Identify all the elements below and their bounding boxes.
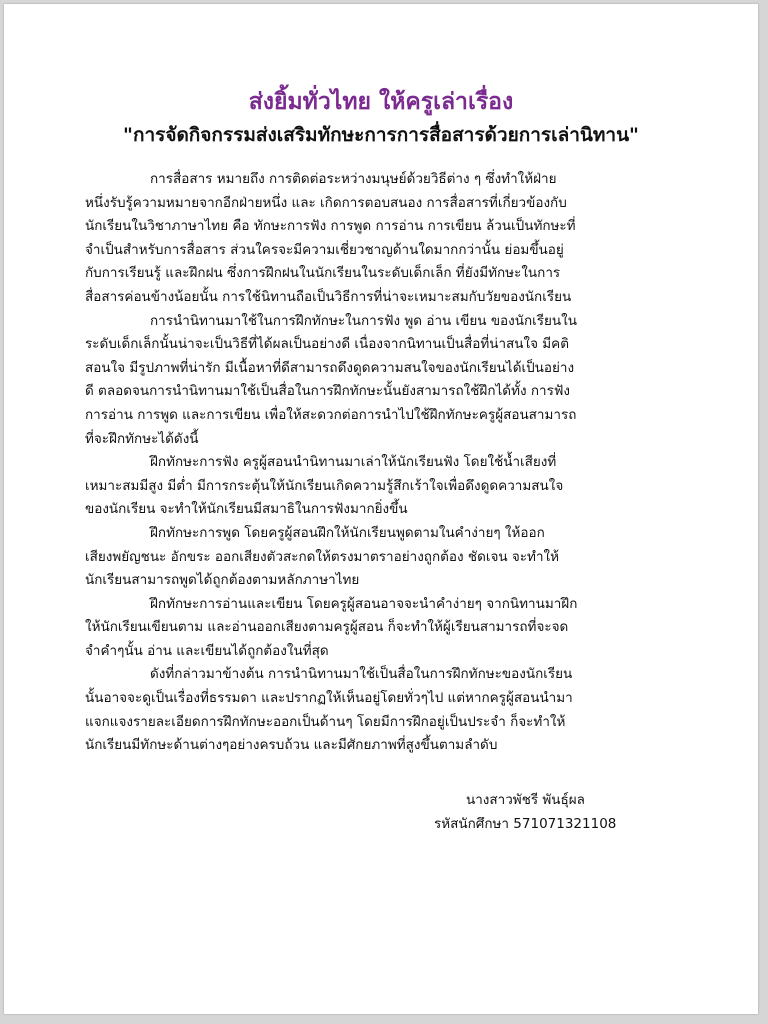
text-line: ที่จะฝึกทักษะได้ดังนี้ [85,430,199,447]
document-body [85,168,691,758]
text-line: แจกแจงรายละเอียดการฝึกทักษะออกเป็นด้านๆ โดยมีการฝึกอยู่เป็นประจำ ก็จะทำให้ [85,713,566,730]
text-line: ระดับเด็กเล็กนั้นน่าจะเป็นวิธีที่ได้ผลเป็นอย่างดี เนื่องจากนิทานเป็นสื่อที่น่าสนใจ มีคติ [85,336,569,353]
text-line: ของนักเรียน จะทำให้นักเรียนมีสมาธิในการฟังมากยิ่งขึ้น [85,501,408,518]
text-line: ฝึกทักษะการอ่านและเขียน โดยครูผู้สอนอาจจะนำคำง่ายๆ จากนิทานมาฝึก [150,595,578,612]
text-line: การนำนิทานมาใช้ในการฝึกทักษะในการฟัง พูด อ่าน เขียน ของนักเรียนใน [150,312,577,329]
text-line: เหมาะสมมีสูง มีต่ำ มีการกระตุ้นให้นักเรียนเกิดความรู้สึกเร้าใจเพื่อดึงดูดความสนใจ [85,477,564,494]
page-title: ส่งยิ้มทั่วไทย ให้ครูเล่าเรื่อง [248,89,514,115]
text-line: สอนใจ มีรูปภาพที่น่ารัก มีเนื้อหาที่ดีสามารถดึงดูดความสนใจของนักเรียนได้เป็นอย่าง [85,359,575,376]
text-line: ฝึกทักษะการฟัง ครูผู้สอนนำนิทานมาเล่าให้นักเรียนฟัง โดยใช้น้ำเสียงที่ [150,454,557,471]
text-line: การสื่อสาร หมายถึง การติดต่อระหว่างมนุษย์ด้วยวิธีต่าง ๆ ซึ่งทำให้ฝ่าย [150,171,557,187]
text-line: จำเป็นสำหรับการสื่อสาร ส่วนใครจะมีความเชี่ยวชาญด้านใดมากกว่านั้น ย่อมขึ้นอยู่ [85,241,564,258]
text-line: ให้นักเรียนเขียนตาม และอ่านออกเสียงตามครูผู้สอน ก็จะทำให้ผู้เรียนสามารถที่จะจด [85,619,569,636]
text-line: นักเรียนในวิชาภาษาไทย คือ ทักษะการฟัง การพูด การอ่าน การเขียน ล้วนเป็นทักษะที่ [85,218,576,235]
text-line: กับการเรียนรู้ และฝึกฝน ซึ่งการฝึกฝนในนักเรียนในระดับเด็กเล็ก ที่ยังมีทักษะในการ [85,265,561,282]
signature-block [434,788,616,836]
text-line: นักเรียนสามารถพูดได้ถูกต้องตามหลักภาษาไทย [85,572,360,589]
text-line: จำคำๆนั้น อ่าน และเขียนได้ถูกต้องในที่สุด [85,642,329,659]
text-line: นักเรียนมีทักษะด้านต่างๆอย่างครบถ้วน และมีศักยภาพที่สูงขึ้นตามลำดับ [85,737,498,754]
text-line: ดี ตลอดจนการนำนิทานมาใช้เป็นสื่อในการฝึกทักษะนั้นยังสามารถใช้ฝึกได้ทั้ง การฟัง [85,383,571,400]
document-page [4,4,758,1014]
text-line: หนึ่งรับรู้ความหมายจากอีกฝ่ายหนึ่ง และ เกิดการตอบสนอง การสื่อสารที่เกี่ยวข้องกับ [85,194,567,211]
student-id: รหัสนักศึกษา 571071321108 [434,816,617,832]
text-line: การอ่าน การพูด และการเขียน เพื่อให้สะดวกต่อการนำไปใช้ฝึกทักษะครูผู้สอนสามารถ [85,406,577,423]
text-line: เสียงพยัญชนะ อักขระ ออกเสียงตัวสะกดให้ตรงมาตราอย่างถูกต้อง ชัดเจน จะทำให้ [85,548,560,565]
text-line: สื่อสารค่อนข้างน้อยนั้น การใช้นิทานถือเป็นวิธีการที่น่าจะเหมาะสมกับวัยของนักเรียน [85,288,572,305]
page-subtitle: "การจัดกิจกรรมส่งเสริมทักษะการการสื่อสารด้วยการเล่านิทาน" [123,124,639,146]
text-line: นั้นอาจจะดูเป็นเรื่องที่ธรรมดา และปรากฏให้เห็นอยู่โดยทั่วๆไป แต่หากครูผู้สอนนำมา [85,690,573,707]
author-name: นางสาวพัชรี พันธุ์ผล [466,792,585,808]
text-line: ดังที่กล่าวมาข้างต้น การนำนิทานมาใช้เป็นสื่อในการฝึกทักษะของนักเรียน [150,666,573,683]
text-line: ฝึกทักษะการพูด โดยครูผู้สอนฝึกให้นักเรียนพูดตามในคำง่ายๆ ให้ออก [150,524,545,541]
